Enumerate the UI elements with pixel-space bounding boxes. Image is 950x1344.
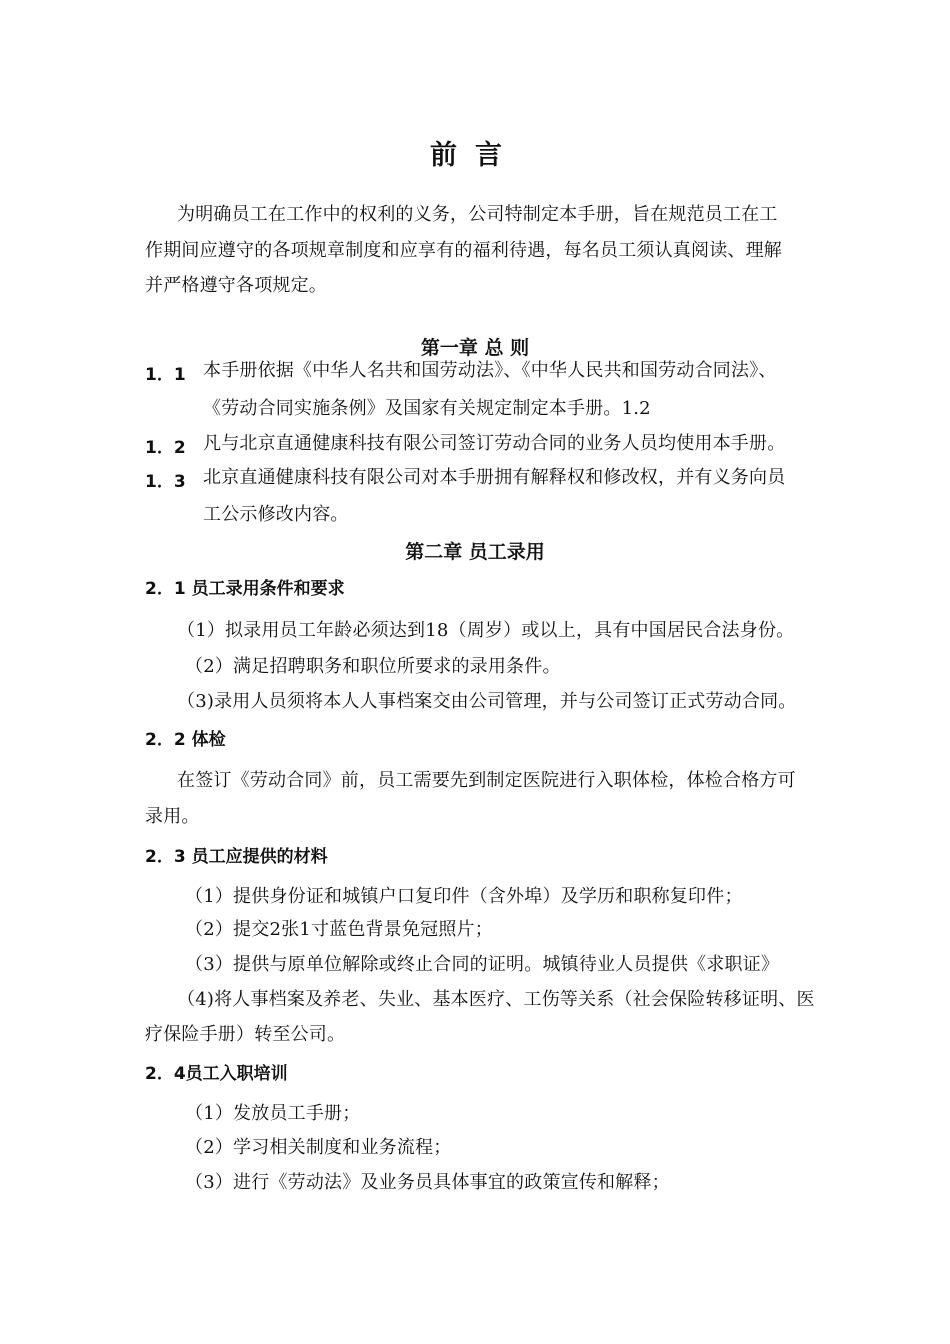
body-line: （3）提供与原单位解除或终止合同的证明。城镇待业人员提供《求职证》: [185, 954, 780, 975]
section-heading: 2．3 员工应提供的材料: [145, 847, 328, 867]
body-line: （3)录用人员须将本人人事档案交由公司管理，并与公司签订正式劳动合同。: [177, 691, 797, 712]
preface-title: 前言: [430, 140, 520, 171]
item-number: 1．2: [145, 438, 186, 458]
section-heading: 2．2 体检: [145, 730, 226, 750]
chapter1-title: 第一章 总 则: [420, 337, 530, 359]
item-text: 工公示修改内容。: [203, 504, 349, 525]
item-text: 《劳动合同实施条例》及国家有关规定制定本手册。1.2: [203, 398, 651, 419]
body-line: （1）拟录用员工年龄必须达到18（周岁）或以上，具有中国居民合法身份。: [177, 620, 795, 641]
body-line: 在签订《劳动合同》前，员工需要先到制定医院进行入职体检，体检合格方可: [177, 770, 796, 791]
body-line: （2）提交2张1寸蓝色背景免冠照片；: [185, 919, 493, 940]
item-text: 凡与北京直通健康科技有限公司签订劳动合同的业务人员均使用本手册。: [203, 433, 786, 454]
preface-line: 作期间应遵守的各项规章制度和应享有的福利待遇，每名员工须认真阅读、理解: [145, 240, 782, 261]
body-line: （1）发放员工手册；: [185, 1103, 361, 1124]
section-heading: 2．4员工入职培训: [145, 1064, 288, 1084]
item-number: 1．1: [145, 365, 186, 385]
body-line: （3）进行《劳动法》及业务员具体事宜的政策宣传和解释；: [185, 1172, 670, 1193]
body-line: 录用。: [145, 806, 200, 827]
item-number: 1．3: [145, 472, 186, 492]
preface-line: 为明确员工在工作中的权利的义务，公司特制定本手册，旨在规范员工在工: [177, 204, 778, 225]
body-line: 疗保险手册）转至公司。: [145, 1024, 346, 1045]
item-text: 本手册依据《中华人名共和国劳动法》、《中华人民共和国劳动合同法》、: [203, 360, 777, 381]
body-line: （2）满足招聘职务和职位所要求的录用条件。: [185, 656, 561, 677]
body-line: （2）学习相关制度和业务流程；: [185, 1137, 452, 1158]
section-heading: 2．1 员工录用条件和要求: [145, 579, 345, 599]
preface-line: 并严格遵守各项规定。: [145, 275, 327, 296]
chapter2-title: 第二章 员工录用: [405, 541, 545, 563]
body-line: （4)将人事档案及养老、失业、基本医疗、工伤等关系（社会保险转移证明、医: [177, 989, 815, 1010]
body-line: （1）提供身份证和城镇户口复印件（含外埠）及学历和职称复印件；: [185, 886, 743, 907]
item-text: 北京直通健康科技有限公司对本手册拥有解释权和修改权，并有义务向员: [203, 467, 786, 488]
